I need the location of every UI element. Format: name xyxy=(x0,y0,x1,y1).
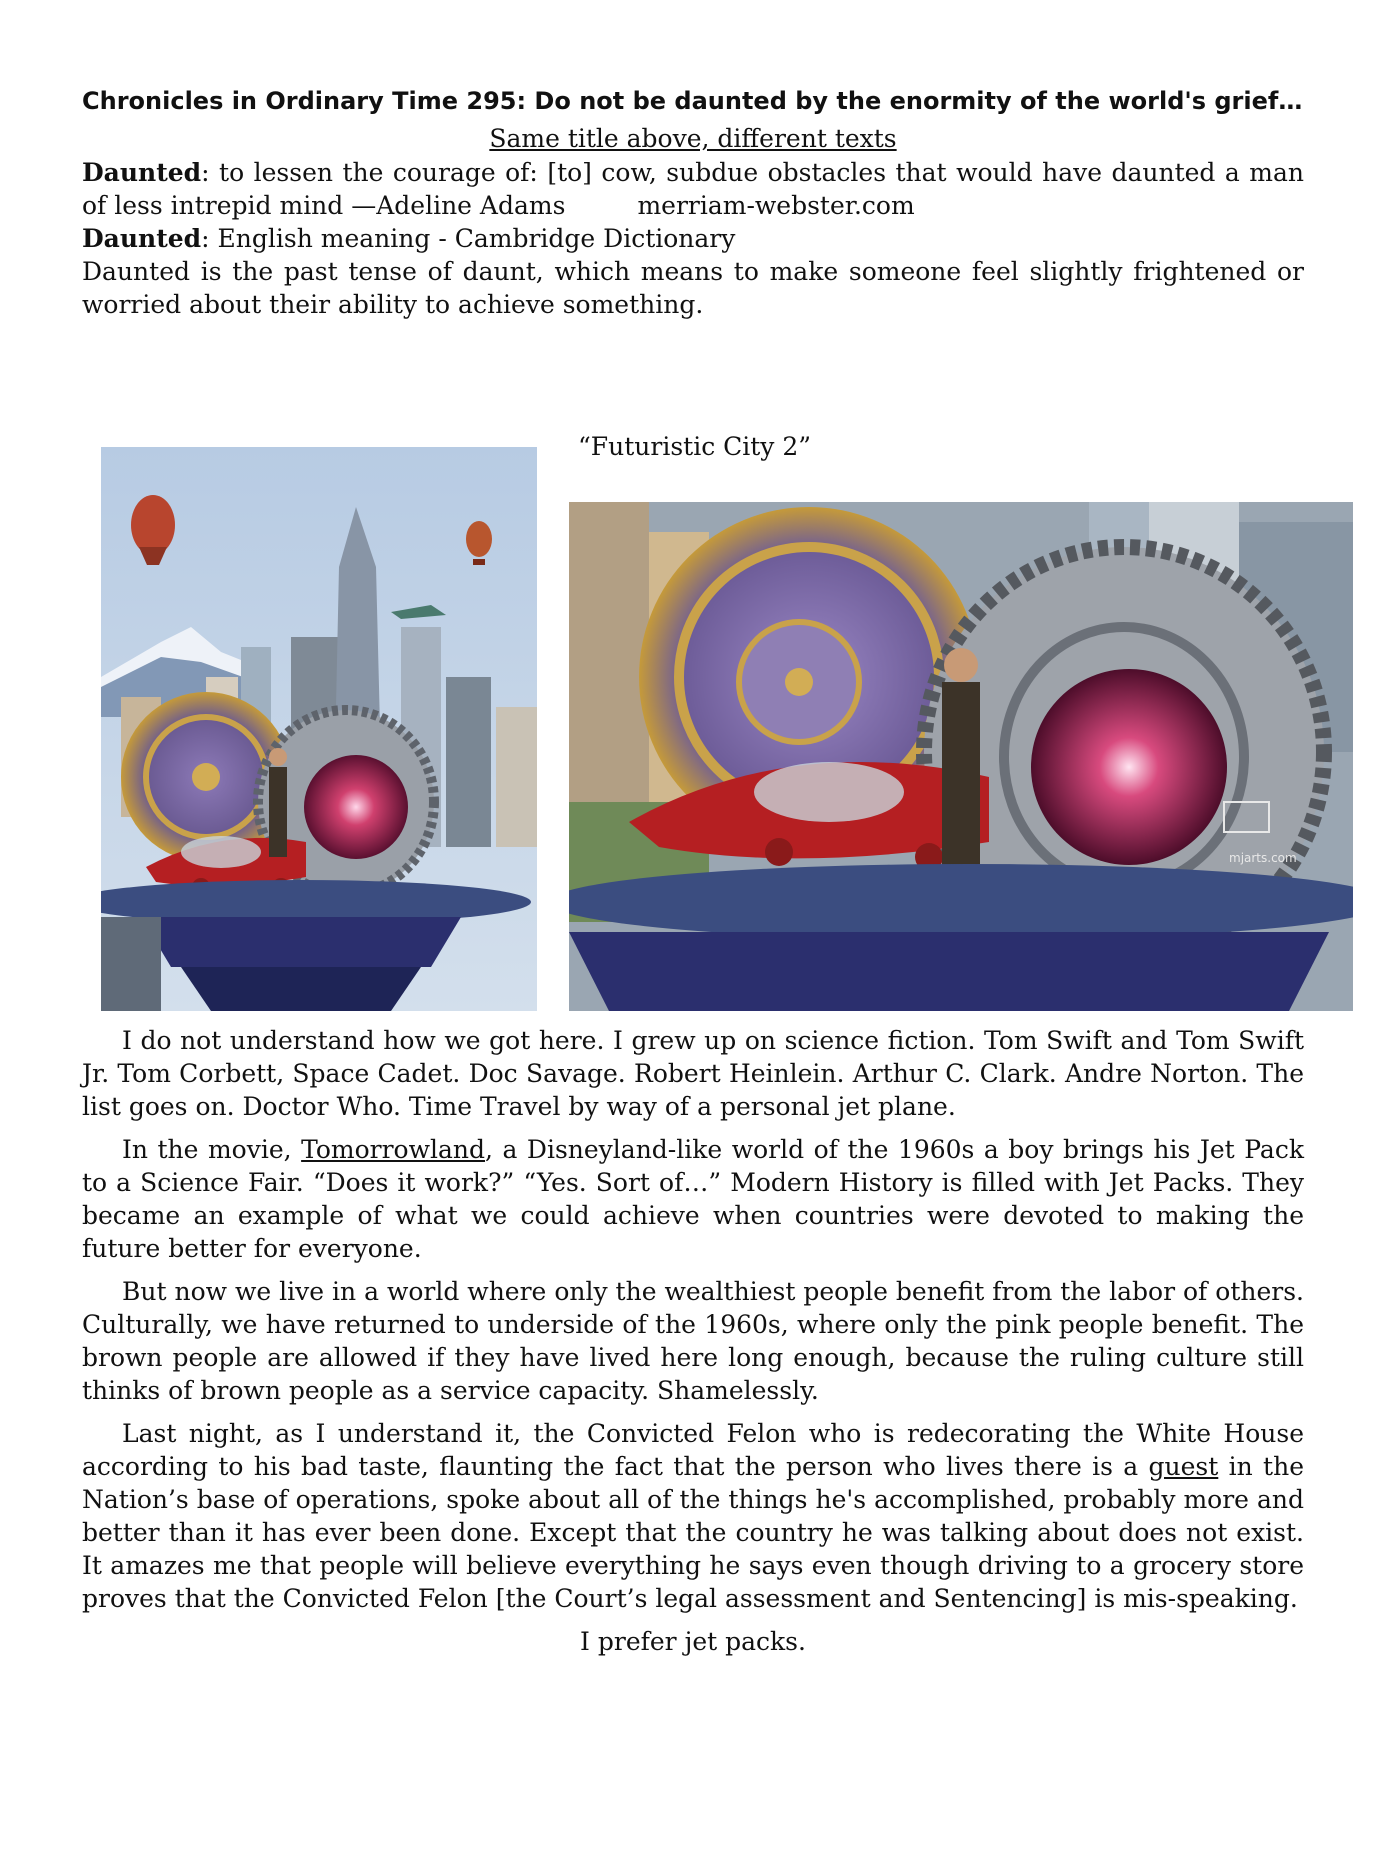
paragraph-2 xyxy=(82,1133,1304,1265)
paragraph-2-rest: , a Disneyland-like world of the 1960s a boy brings his Jet Pack to a Science Fair. “Does it work?” “Yes. Sort of…” Modern History is filled with Jet Packs. They became an example of what we could achieve when countries were devoted to making the future better for everyone. xyxy=(82,1135,1304,1263)
futuristic-city-image-landscape xyxy=(569,502,1353,1011)
page-subtitle: Same title above, different texts xyxy=(489,124,897,153)
paragraph-4-rest: in the Nation’s base of operations, spoke about all of the things he's accomplished, probably more and better than it has ever been done. Except that the country he was talking about does not exist. It amazes me that people will believe everything he says even though driving to a grocery store proves that the Convicted Felon [the Court’s legal assessment and Sentencing] is mis-speaking. xyxy=(82,1452,1304,1613)
paragraph-3: But now we live in a world where only the wealthiest people benefit from the labor of others. Culturally, we have returned to underside of the 1960s, where only the pink people benefit. The brown people are allowed if they have lived here long enough, because the ruling culture still thinks of brown people as a service capacity. Shamelessly. xyxy=(82,1277,1304,1405)
definition-3: Daunted is the past tense of daunt, which means to make someone feel slightly frightened or worried about their ability to achieve something. xyxy=(82,257,1304,319)
futuristic-city-image-portrait xyxy=(101,447,537,1011)
definition-1-text: : to lessen the courage of: [to] cow, subdue obstacles that would have daunted a man of less intrepid mind —Adeline Adams xyxy=(82,158,1304,220)
closing-line: I prefer jet packs. xyxy=(580,1627,806,1656)
definition-1-source: merriam-webster.com xyxy=(637,191,915,220)
definition-1 xyxy=(82,156,1304,222)
tomorrowland-link[interactable]: Tomorrowland xyxy=(301,1135,486,1164)
definition-2 xyxy=(82,222,1304,255)
watermark: mjarts.com xyxy=(1229,851,1297,865)
document-header xyxy=(82,84,1304,321)
page-title: Chronicles in Ordinary Time 295: Do not be daunted by the enormity of the world's grief… xyxy=(82,87,1303,115)
definition-2-text: : English meaning - Cambridge Dictionary xyxy=(201,224,736,253)
paragraph-2-start: In the movie, xyxy=(122,1135,302,1164)
figure-caption: “Futuristic City 2” xyxy=(578,432,812,461)
paragraph-1: I do not understand how we got here. I grew up on science fiction. Tom Swift and Tom Swift Jr. Tom Corbett, Space Cadet. Doc Savage. Robert Heinlein. Arthur C. Clark. Andre Norton. The list goes on. Doctor Who. Time Travel by way of a personal jet plane. xyxy=(82,1026,1304,1121)
definition-1-term: Daunted xyxy=(82,158,202,187)
guest-underlined: guest xyxy=(1148,1452,1219,1481)
definition-2-term: Daunted xyxy=(82,224,202,253)
article-body xyxy=(82,1024,1304,1658)
paragraph-4 xyxy=(82,1417,1304,1615)
paragraph-4-start: Last night, as I understand it, the Convicted Felon who is redecorating the White House according to his bad taste, flaunting the fact that the person who lives there is a xyxy=(82,1419,1304,1481)
